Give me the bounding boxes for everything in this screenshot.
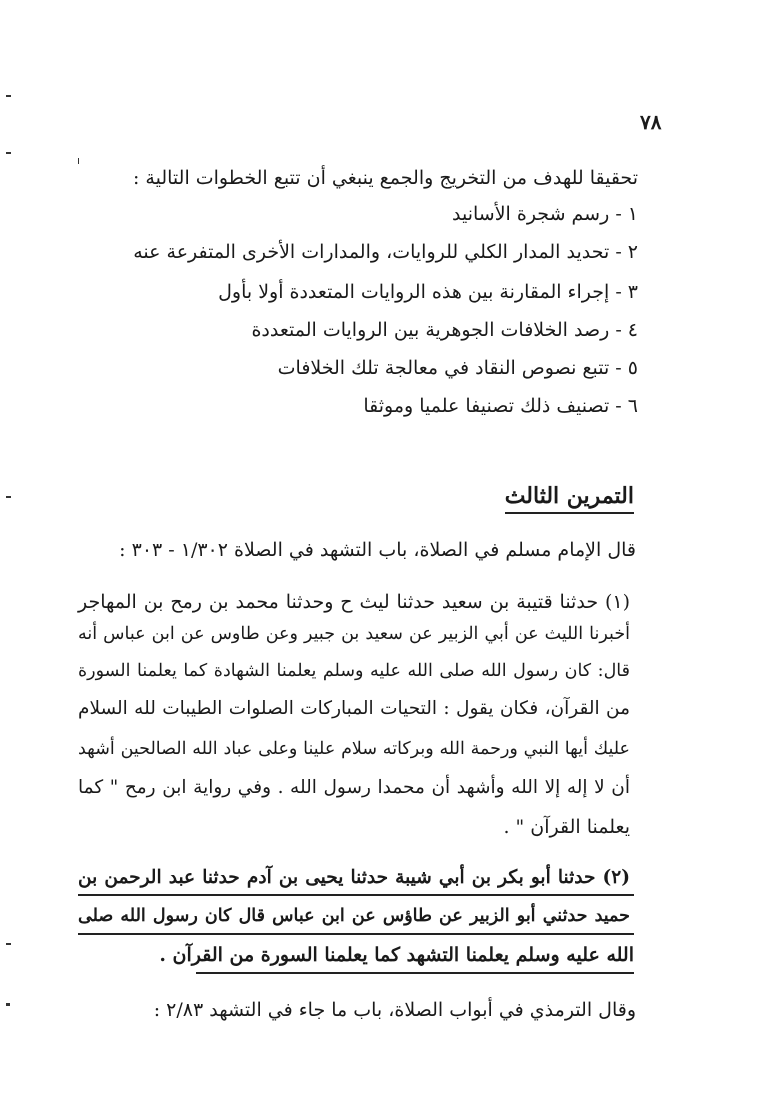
hadith-line: من القرآن، فكان يقول : التحيات المباركات الصلوات الطيبات لله السلام (78, 698, 630, 719)
scan-mark (6, 1003, 10, 1006)
hadith-line: أن لا إله إلا الله وأشهد أن محمدا رسول الله . وفي رواية ابن رمح " كما (78, 777, 630, 798)
hadith-line: (١) حدثنا قتيبة بن سعيد حدثنا ليث ح وحدثنا محمد بن رمح بن المهاجر (78, 591, 630, 613)
underline-rule (196, 972, 634, 974)
step-item: ٢ - تحديد المدار الكلي للروايات، والمدارات الأخرى المتفرعة عنه (133, 241, 638, 263)
step-item: ٤ - رصد الخلافات الجوهرية بين الروايات المتعددة (251, 319, 638, 341)
hadith-line: يعلمنا القرآن " . (503, 816, 630, 838)
intro-line: تحقيقا للهدف من التخريج والجمع ينبغي أن تتبع الخطوات التالية : (132, 167, 638, 189)
section-heading: التمرين الثالث (505, 482, 634, 514)
underlined-hadith-line: حميد حدثني أبو الزبير عن طاؤس عن ابن عباس قال كان رسول الله صلى (78, 906, 630, 926)
underlined-hadith-line: الله عليه وسلم يعلمنا التشهد كما يعلمنا السورة من القرآن . (159, 944, 634, 966)
scan-mark (6, 943, 11, 945)
hadith-line: عليك أيها النبي ورحمة الله وبركاته سلام علينا وعلى عباد الله الصالحين أشهد (78, 739, 630, 759)
step-item: ٣ - إجراء المقارنة بين هذه الروايات المتعددة أولا بأول (218, 281, 638, 303)
scan-mark (6, 152, 11, 154)
scan-mark (6, 496, 11, 498)
page-number: ٧٨ (640, 110, 662, 134)
scan-mark (6, 95, 11, 97)
underlined-hadith-line: (٢) حدثنا أبو بكر بن أبي شيبة حدثنا يحيى بن آدم حدثنا عبد الرحمن بن (78, 867, 630, 888)
scan-mark (78, 158, 79, 164)
hadith-line: قال: كان رسول الله صلى الله عليه وسلم يعلمنا الشهادة كما يعلمنا السورة (78, 661, 630, 681)
underline-rule (78, 933, 634, 935)
source-line: قال الإمام مسلم في الصلاة، باب التشهد في الصلاة ١/٣٠٢ - ٣٠٣ : (119, 539, 636, 561)
final-source-line: وقال الترمذي في أبواب الصلاة، باب ما جاء في التشهد ٢/٨٣ : (153, 999, 636, 1021)
hadith-line: أخبرنا الليث عن أبي الزبير عن سعيد بن جبير وعن طاوس عن ابن عباس أنه (78, 624, 630, 644)
step-item: ٦ - تصنيف ذلك تصنيفا علميا وموثقا (363, 395, 638, 417)
step-item: ٥ - تتبع نصوص النقاد في معالجة تلك الخلافات (277, 357, 638, 379)
underline-rule (78, 894, 634, 896)
step-item: ١ - رسم شجرة الأسانيد (452, 203, 638, 225)
